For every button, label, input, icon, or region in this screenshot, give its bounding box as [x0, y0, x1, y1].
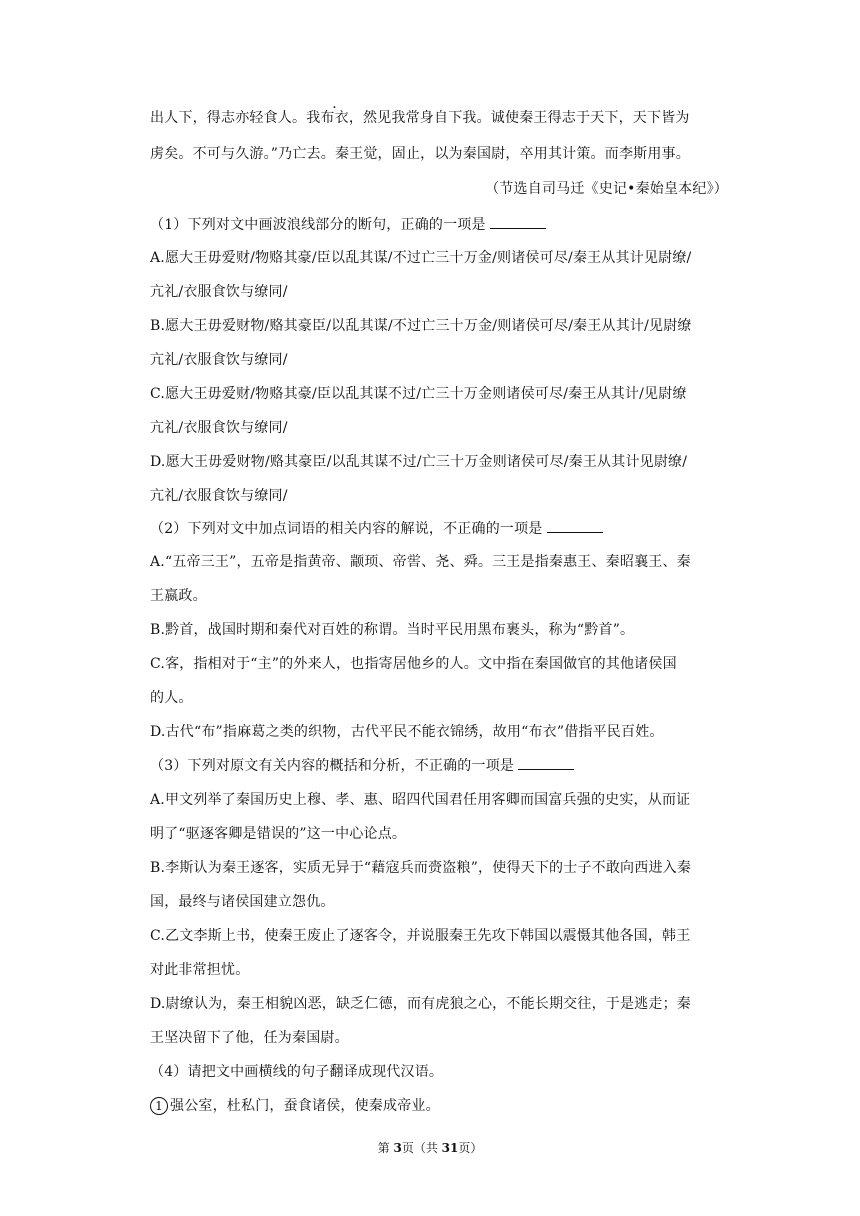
- text-line: [150, 108, 690, 128]
- option-a: A.甲文列举了秦国历史上穆、孝、惠、昭四代国君任用客卿而国富兵强的史实，从而证: [150, 792, 691, 808]
- option-d-cont: 王坚决留下了他，任为秦国尉。: [150, 1030, 349, 1046]
- option-b-cont: 国，最终与诸侯国建立怨仇。: [150, 894, 335, 910]
- question-text: （1）下列对文中画波浪线部分的断句，正确的一项是: [150, 217, 486, 233]
- option-a-cont: 明了“驱逐客卿是错误的”这一中心论点。: [150, 826, 407, 842]
- option-a-cont: 亢礼/衣服食饮与缭同/: [150, 284, 288, 300]
- option-b: B.黔首，战国时期和秦代对百姓的称谓。当时平民用黑布裹头，称为“黔首”。: [150, 622, 635, 638]
- option-d-cont: 亢礼/衣服食饮与缭同/: [150, 488, 288, 504]
- question-3-stem: [150, 755, 574, 776]
- question-text: （2）下列对文中加点词语的相关内容的解说，不正确的一项是: [150, 521, 543, 537]
- option-a-cont: 王嬴政。: [150, 588, 207, 604]
- option-c: C.客，指相对于“主”的外来人，也指寄居他乡的人。文中指在秦国做官的其他诸侯国: [150, 656, 677, 672]
- footer-text: 页）: [458, 1141, 483, 1155]
- option-b: B.愿大王毋爱财物/赂其豪臣/以乱其谋/不过亡三十万金/则诸侯可尽/秦王从其计/见尉缭: [150, 318, 692, 334]
- text-segment: ，然见我常身自下我。诚使秦王得志于天下，天下皆为: [348, 110, 690, 126]
- text-segment: 出人下，得志亦轻食人。我: [150, 110, 321, 126]
- option-b: B.李斯认为秦王逐客，实质无异于“藉寇兵而赍盗粮”，使得天下的士子不敢向西进入秦: [150, 860, 692, 876]
- circled-number: 1: [150, 1097, 168, 1115]
- page-number: 3: [393, 1141, 402, 1155]
- option-a: A.“五帝三王”，五帝是指黄帝、颛顼、帝喾、尧、舜。三王是指秦惠王、秦昭襄王、秦: [150, 554, 691, 570]
- option-d: D.尉缭认为，秦王相貌凶恶，缺乏仁德，而有虎狼之心，不能长期交往，于是逃走；秦: [150, 996, 691, 1012]
- question-text: （3）下列对原文有关内容的概括和分析，不正确的一项是: [150, 758, 515, 774]
- total-pages: 31: [441, 1141, 459, 1155]
- option-d: D.愿大王毋爱财物/赂其豪臣/以乱其谋不过/亡三十万金则诸侯可尽/秦王从其计见尉缭/: [150, 454, 688, 470]
- option-d: D.古代“布”指麻葛之类的织物，古代平民不能衣锦绣，故用“布衣”借指平民百姓。: [150, 724, 664, 740]
- answer-blank: [518, 755, 574, 770]
- source-citation: （节选自司马迁《史记•秦始皇本纪》）: [485, 181, 728, 197]
- dotted-term: 布衣: [320, 110, 349, 126]
- text-line: 虏矣。不可与久游。”乃亡去。秦王觉，固止，以为秦国尉，卒用其计策。而李斯用事。: [150, 146, 690, 162]
- option-c-cont: 亢礼/衣服食饮与缭同/: [150, 420, 288, 436]
- option-c: C.愿大王毋爱财/物赂其豪/臣以乱其谋不过/亡三十万金则诸侯可尽/秦王从其计/见尉缭: [150, 386, 687, 402]
- question-1-stem: [150, 214, 546, 235]
- answer-blank: [490, 214, 546, 229]
- sentence-text: 强公室，杜私门，蚕食诸侯，使秦成帝业。: [170, 1098, 440, 1114]
- footer-text: 第: [377, 1141, 394, 1155]
- option-b-cont: 亢礼/衣服食饮与缭同/: [150, 352, 288, 368]
- answer-blank: [547, 518, 603, 533]
- question-2-stem: [150, 518, 603, 539]
- option-a: A.愿大王毋爱财/物赂其豪/臣以乱其谋/不过亡三十万金/则诸侯可尽/秦王从其计见尉缭/: [150, 250, 692, 266]
- option-c: C.乙文李斯上书，使秦王废止了逐客令，并说服秦王先攻下韩国以震慑其他各国，韩王: [150, 928, 691, 944]
- option-c-cont: 的人。: [150, 690, 193, 706]
- translation-item-1: [150, 1096, 440, 1116]
- page-footer: [0, 1140, 860, 1156]
- option-c-cont: 对此非常担忧。: [150, 962, 250, 978]
- footer-text: 页（共: [401, 1141, 442, 1155]
- question-4-stem: （4）请把文中画横线的句子翻译成现代汉语。: [150, 1064, 444, 1080]
